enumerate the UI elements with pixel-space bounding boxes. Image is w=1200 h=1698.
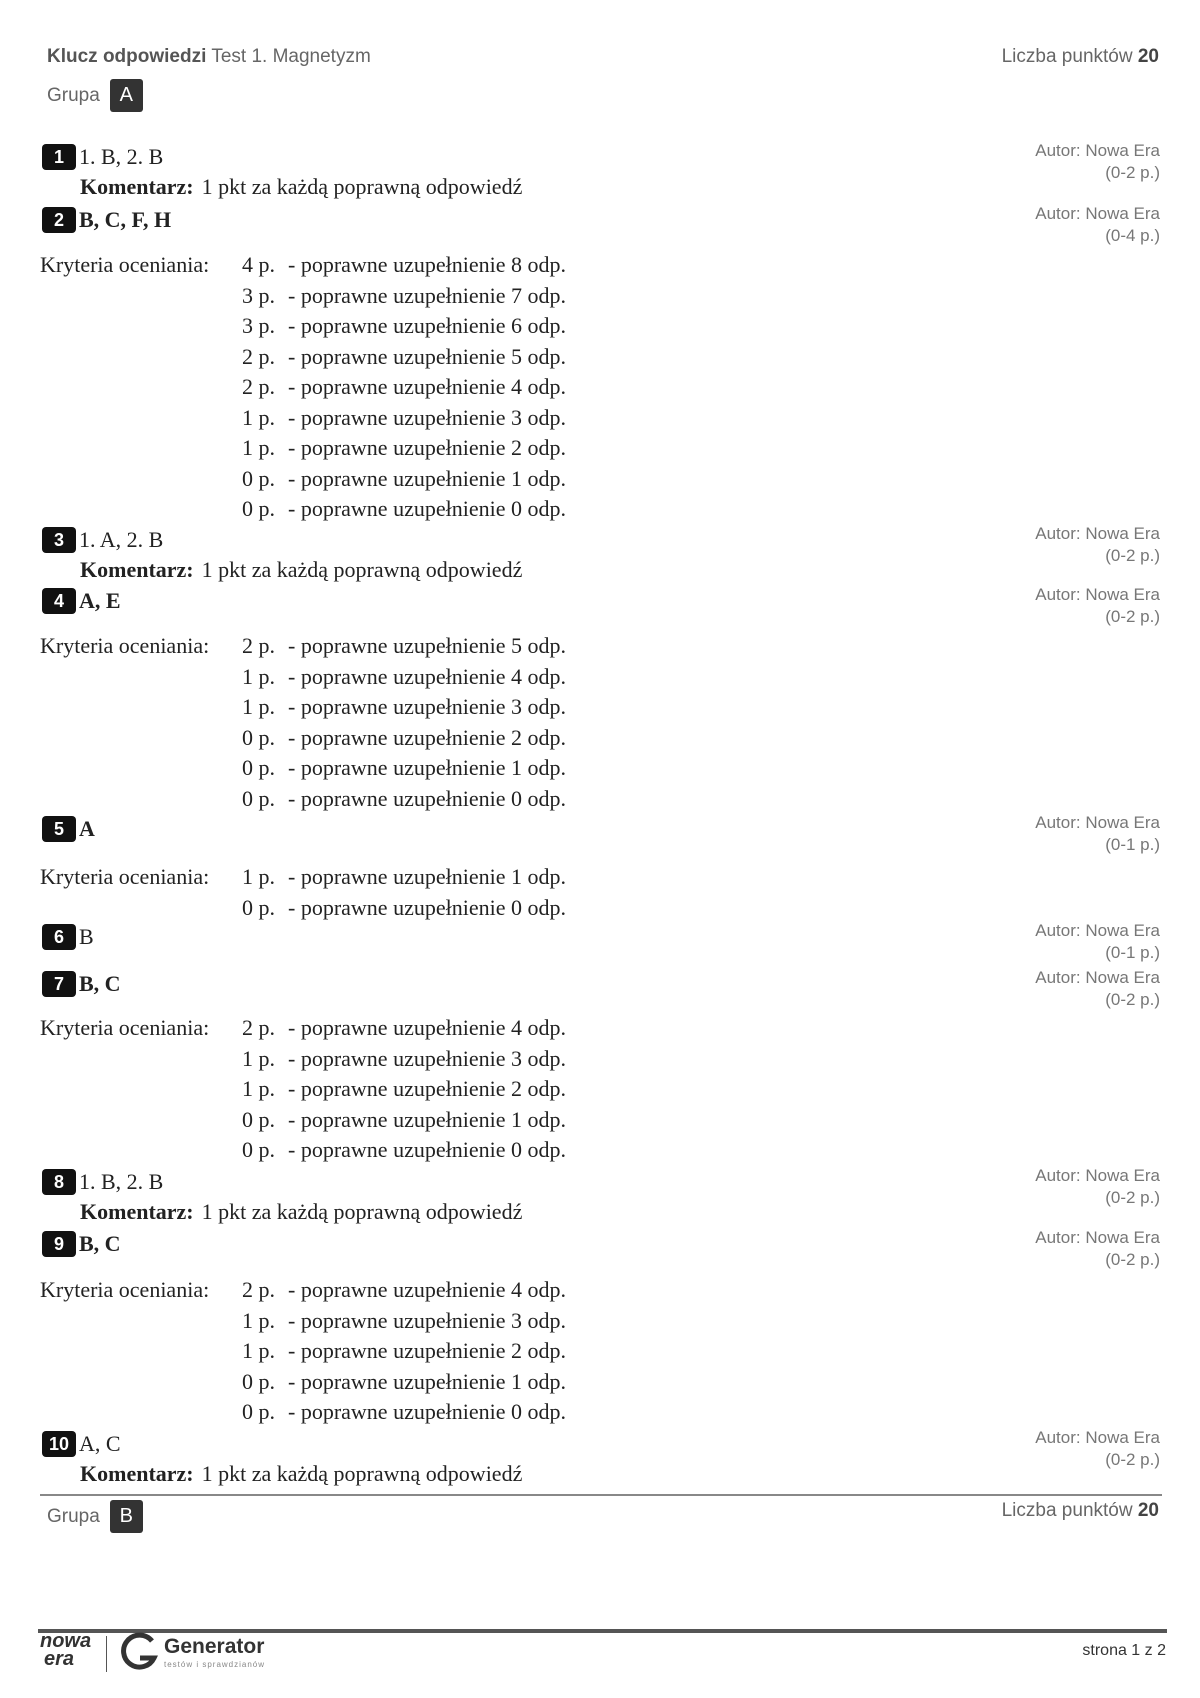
criteria-desc: - poprawne uzupełnienie 1 odp.: [288, 1106, 566, 1132]
author-info: [1035, 920, 1160, 964]
group-label: Grupa: [47, 1505, 100, 1527]
question-number: 4: [42, 588, 76, 614]
criteria-desc: - poprawne uzupełnienie 1 odp.: [288, 1368, 566, 1394]
points-range: (0-2 p.): [1105, 1188, 1160, 1207]
author: Autor: Nowa Era: [1035, 524, 1160, 543]
criteria-desc: - poprawne uzupełnienie 2 odp.: [288, 435, 566, 460]
question-number: 9: [42, 1231, 76, 1257]
criteria-desc: - poprawne uzupełnienie 1 odp.: [288, 465, 566, 491]
criteria-score: 0 p.: [242, 785, 275, 811]
points-label: Liczba punktów: [1001, 46, 1133, 67]
author-info: [1035, 812, 1160, 856]
criteria-score: 0 p.: [242, 894, 275, 920]
criteria-desc: - poprawne uzupełnienie 4 odp.: [288, 1015, 566, 1040]
criteria-score: 2 p.: [242, 633, 275, 658]
question-row: [42, 527, 163, 553]
criteria-desc: - poprawne uzupełnienie 7 odp.: [288, 282, 566, 308]
author: Autor: Nowa Era: [1035, 1428, 1160, 1447]
criteria-desc: - poprawne uzupełnienie 8 odp.: [288, 252, 566, 277]
criteria-desc: - poprawne uzupełnienie 0 odp.: [288, 496, 566, 521]
criteria-desc: - poprawne uzupełnienie 2 odp.: [288, 724, 566, 750]
question-number: 8: [42, 1169, 76, 1195]
criteria-label: Kryteria oceniania:: [40, 1277, 210, 1302]
generator-icon: [120, 1632, 158, 1679]
author-info: [1035, 203, 1160, 247]
criteria-score: 0 p.: [242, 755, 275, 780]
comment-label: Komentarz:: [80, 1461, 194, 1486]
answer: B: [79, 924, 94, 949]
criteria-score: 1 p.: [242, 864, 275, 889]
criteria-block: [40, 864, 566, 925]
author-info: [1035, 1165, 1160, 1209]
comment: [80, 557, 522, 583]
author-info: [1035, 140, 1160, 184]
criteria-score: 0 p.: [242, 496, 275, 521]
criteria-score: 2 p.: [242, 1015, 275, 1040]
criteria-score: 0 p.: [242, 1106, 275, 1132]
nowa-era-logo: nowa era: [40, 1630, 92, 1670]
question-number: 10: [42, 1431, 76, 1457]
criteria-block: [40, 252, 566, 527]
generator-logo-subtitle: testów i sprawdzianów: [164, 1660, 266, 1669]
criteria-score: 0 p.: [242, 1137, 275, 1162]
question-number: 2: [42, 207, 76, 233]
criteria-score: 1 p.: [242, 1307, 275, 1333]
author-info: [1035, 967, 1160, 1011]
section-divider: [40, 1494, 1162, 1496]
group-a: [47, 79, 143, 112]
criteria-score: 1 p.: [242, 663, 275, 689]
question-row: [42, 924, 94, 950]
question-number: 6: [42, 924, 76, 950]
comment: [80, 174, 522, 200]
criteria-score: 2 p.: [242, 1277, 275, 1302]
comment: [80, 1199, 522, 1225]
points-range: (0-1 p.): [1105, 943, 1160, 962]
points-range: (0-2 p.): [1105, 607, 1160, 626]
criteria-score: 0 p.: [242, 1368, 275, 1394]
points-range: (0-1 p.): [1105, 835, 1160, 854]
criteria-score: 3 p.: [242, 313, 275, 338]
points-value: 20: [1137, 1500, 1159, 1521]
group-badge: A: [110, 79, 143, 112]
criteria-score: 4 p.: [242, 252, 275, 277]
criteria-desc: - poprawne uzupełnienie 0 odp.: [288, 785, 566, 811]
generator-logo-text: Generator: [164, 1635, 265, 1658]
group-label: Grupa: [47, 84, 100, 106]
answer: B, C: [79, 1231, 121, 1256]
points-range: (0-4 p.): [1105, 226, 1160, 245]
answer: B, C: [79, 971, 121, 996]
answer: 1. B, 2. B: [79, 1169, 164, 1194]
points-range: (0-2 p.): [1105, 546, 1160, 565]
points-range: (0-2 p.): [1105, 1250, 1160, 1269]
criteria-score: 1 p.: [242, 694, 275, 719]
criteria-desc: - poprawne uzupełnienie 0 odp.: [288, 1399, 566, 1424]
answer: A, E: [79, 588, 121, 613]
comment-label: Komentarz:: [80, 1199, 194, 1224]
criteria-desc: - poprawne uzupełnienie 4 odp.: [288, 1277, 566, 1302]
author: Autor: Nowa Era: [1035, 204, 1160, 223]
question-number: 1: [42, 144, 76, 170]
question-row: [42, 207, 171, 233]
points-range: (0-2 p.): [1105, 990, 1160, 1009]
answer: A, C: [79, 1431, 121, 1456]
total-points: [1002, 46, 1159, 68]
author-info: [1035, 1227, 1160, 1271]
criteria-block: [40, 1277, 566, 1430]
title-rest: Test 1. Magnetyzm: [211, 46, 371, 67]
question-number: 5: [42, 816, 76, 842]
question-row: [42, 144, 163, 170]
criteria-label: Kryteria oceniania:: [40, 1015, 210, 1040]
criteria-desc: - poprawne uzupełnienie 4 odp.: [288, 374, 566, 399]
criteria-score: 2 p.: [242, 374, 275, 399]
comment-label: Komentarz:: [80, 557, 194, 582]
answer: A: [79, 816, 95, 841]
author: Autor: Nowa Era: [1035, 1228, 1160, 1247]
criteria-desc: - poprawne uzupełnienie 3 odp.: [288, 694, 566, 719]
comment-label: Komentarz:: [80, 174, 194, 199]
criteria-label: Kryteria oceniania:: [40, 633, 210, 658]
question-row: [42, 588, 121, 614]
criteria-score: 1 p.: [242, 1338, 275, 1363]
criteria-block: [40, 1015, 566, 1168]
comment: [80, 1461, 522, 1487]
page-number: strona 1 z 2: [1082, 1642, 1166, 1659]
criteria-block: [40, 633, 566, 816]
author: Autor: Nowa Era: [1035, 141, 1160, 160]
criteria-score: 1 p.: [242, 1076, 275, 1101]
points-range: (0-2 p.): [1105, 1450, 1160, 1469]
question-row: [42, 1231, 121, 1257]
comment-text: 1 pkt za każdą poprawną odpowiedź: [201, 557, 523, 582]
criteria-desc: - poprawne uzupełnienie 6 odp.: [288, 313, 566, 338]
criteria-score: 1 p.: [242, 1045, 275, 1071]
group-b: [47, 1500, 143, 1533]
logo-separator: [106, 1636, 107, 1672]
criteria-desc: - poprawne uzupełnienie 0 odp.: [288, 1137, 566, 1162]
author: Autor: Nowa Era: [1035, 921, 1160, 940]
criteria-score: 0 p.: [242, 465, 275, 491]
criteria-desc: - poprawne uzupełnienie 5 odp.: [288, 633, 566, 658]
comment-text: 1 pkt za każdą poprawną odpowiedź: [201, 1199, 523, 1224]
author-info: [1035, 584, 1160, 628]
points-label: Liczba punktów: [1001, 1500, 1133, 1521]
criteria-desc: - poprawne uzupełnienie 2 odp.: [288, 1338, 566, 1363]
title-bold: Klucz odpowiedzi: [47, 46, 207, 67]
points-range: (0-2 p.): [1105, 163, 1160, 182]
answer: 1. B, 2. B: [79, 144, 164, 169]
criteria-desc: - poprawne uzupełnienie 5 odp.: [288, 343, 566, 369]
question-number: 7: [42, 971, 76, 997]
question-row: [42, 816, 95, 842]
total-points-group-b: [1002, 1500, 1159, 1522]
comment-text: 1 pkt za każdą poprawną odpowiedź: [201, 174, 523, 199]
criteria-desc: - poprawne uzupełnienie 1 odp.: [288, 755, 566, 780]
criteria-label: Kryteria oceniania:: [40, 252, 210, 277]
criteria-desc: - poprawne uzupełnienie 3 odp.: [288, 404, 566, 430]
question-row: [42, 1431, 121, 1457]
criteria-desc: - poprawne uzupełnienie 4 odp.: [288, 663, 566, 689]
author: Autor: Nowa Era: [1035, 585, 1160, 604]
criteria-label: Kryteria oceniania:: [40, 864, 210, 889]
criteria-desc: - poprawne uzupełnienie 3 odp.: [288, 1307, 566, 1333]
group-badge: B: [110, 1500, 143, 1533]
criteria-desc: - poprawne uzupełnienie 0 odp.: [288, 894, 566, 920]
question-number: 3: [42, 527, 76, 553]
criteria-desc: - poprawne uzupełnienie 2 odp.: [288, 1076, 566, 1101]
document-title: [47, 46, 371, 68]
criteria-score: 1 p.: [242, 404, 275, 430]
footer-divider: [38, 1629, 1167, 1633]
question-row: [42, 971, 121, 997]
criteria-score: 0 p.: [242, 1399, 275, 1424]
criteria-score: 3 p.: [242, 282, 275, 308]
criteria-score: 0 p.: [242, 724, 275, 750]
answer: 1. A, 2. B: [79, 527, 164, 552]
comment-text: 1 pkt za każdą poprawną odpowiedź: [201, 1461, 523, 1486]
criteria-score: 1 p.: [242, 435, 275, 460]
answer: B, C, F, H: [79, 207, 172, 232]
author: Autor: Nowa Era: [1035, 1166, 1160, 1185]
author: Autor: Nowa Era: [1035, 968, 1160, 987]
criteria-score: 2 p.: [242, 343, 275, 369]
criteria-desc: - poprawne uzupełnienie 3 odp.: [288, 1045, 566, 1071]
criteria-desc: - poprawne uzupełnienie 1 odp.: [288, 864, 566, 889]
points-value: 20: [1137, 46, 1159, 67]
question-row: [42, 1169, 163, 1195]
author-info: [1035, 523, 1160, 567]
author-info: [1035, 1427, 1160, 1471]
author: Autor: Nowa Era: [1035, 813, 1160, 832]
